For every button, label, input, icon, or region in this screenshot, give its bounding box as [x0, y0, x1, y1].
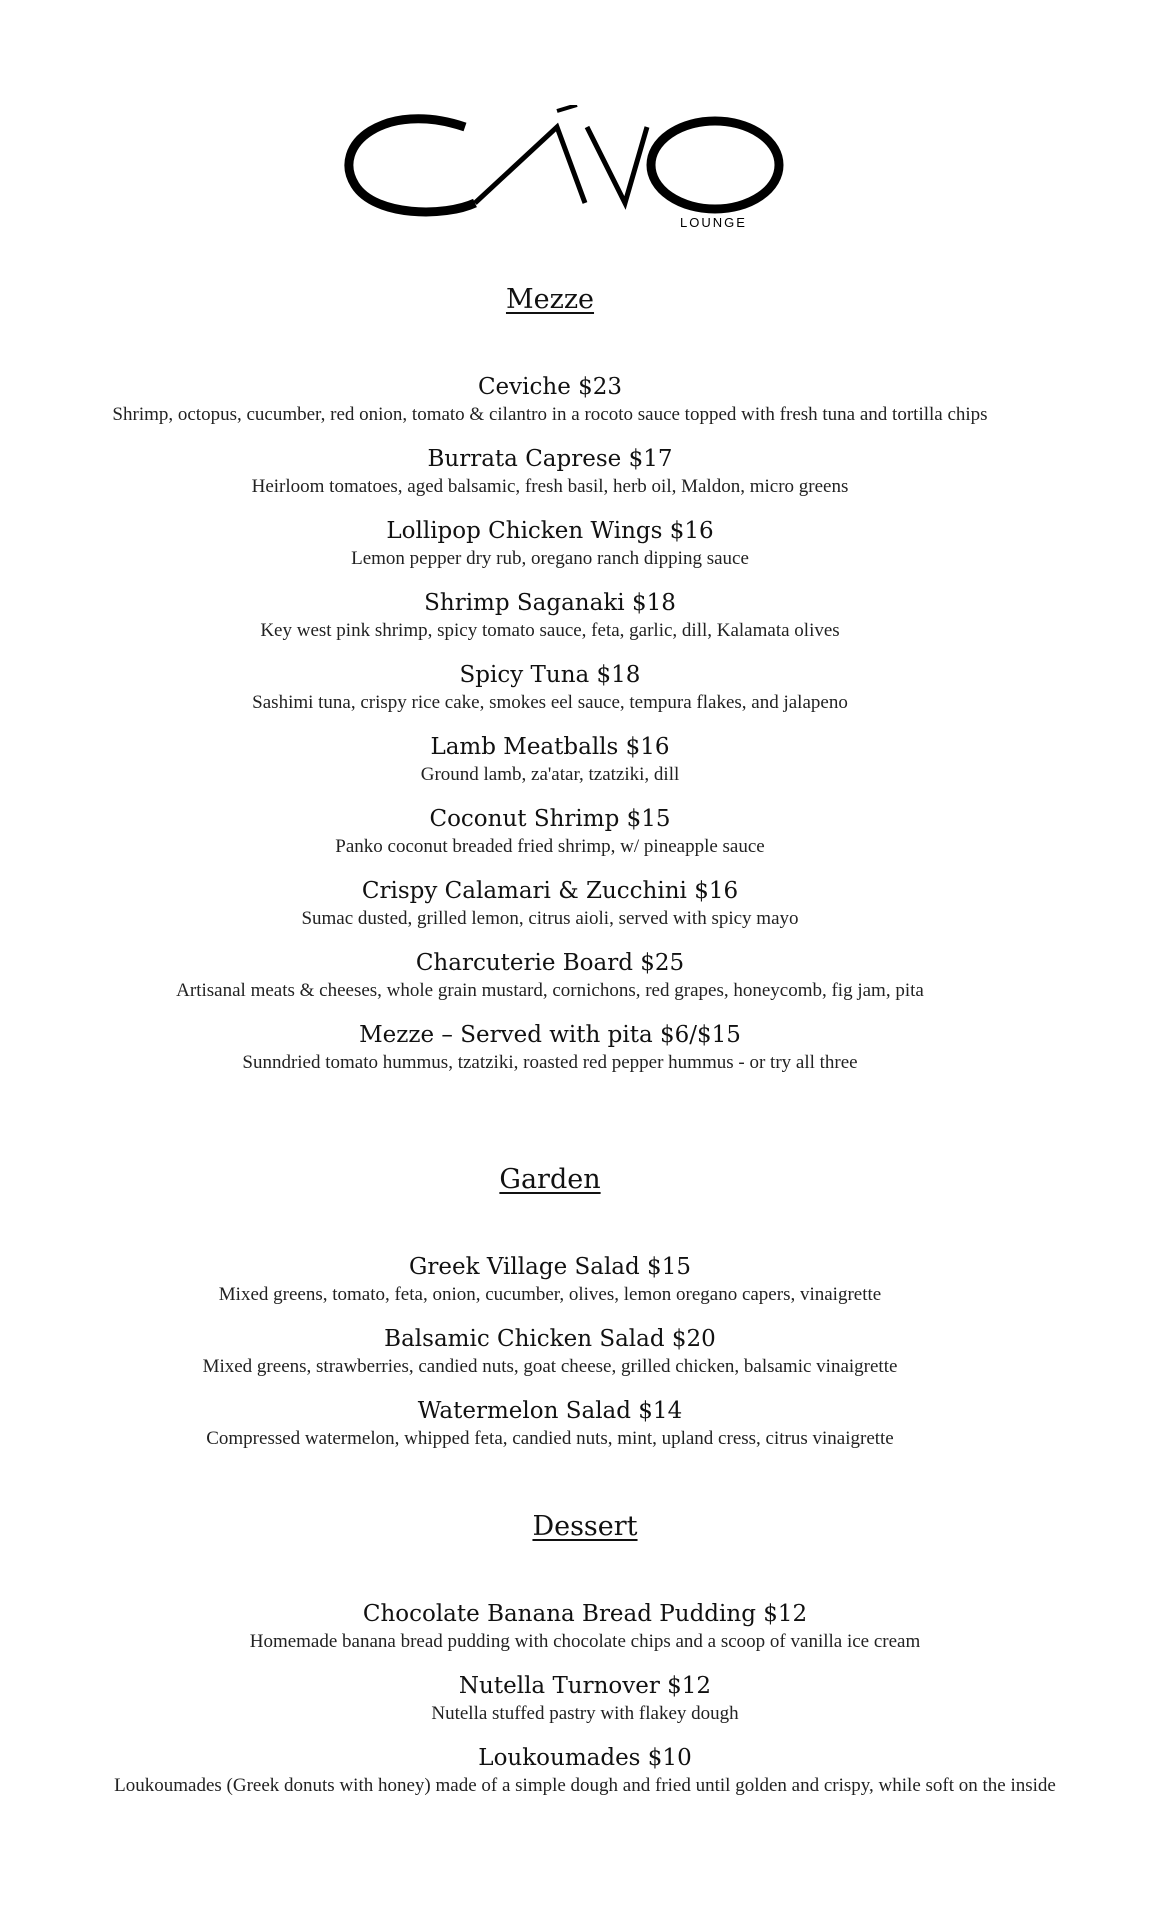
menu-item	[35, 1599, 1135, 1655]
item-description: Sunndried tomato hummus, tzatziki, roasted red pepper hummus - or try all three	[242, 1052, 858, 1073]
section-title: Dessert	[532, 1511, 638, 1542]
item-name: Charcuterie Board $25	[415, 950, 685, 976]
section-garden	[0, 1163, 1100, 1468]
item-name: Balsamic Chicken Salad $20	[384, 1326, 716, 1352]
item-name: Lollipop Chicken Wings $16	[386, 518, 714, 544]
item-description: Mixed greens, tomato, feta, onion, cucumber, olives, lemon oregano capers, vinaigrette	[218, 1284, 882, 1305]
item-description: Shrimp, octopus, cucumber, red onion, tomato & cilantro in a rocoto sauce topped with fresh tuna and tortilla chips	[112, 404, 988, 425]
menu-item	[0, 372, 1100, 428]
menu-item	[0, 516, 1100, 572]
item-name: Ceviche $23	[477, 374, 623, 400]
item-description: Sashimi tuna, crispy rice cake, smokes eel sauce, tempura flakes, and jalapeno	[252, 692, 848, 713]
item-name: Crispy Calamari & Zucchini $16	[361, 878, 739, 904]
item-description: Mixed greens, strawberries, candied nuts, goat cheese, grilled chicken, balsamic vinaigrette	[202, 1356, 898, 1377]
item-description: Nutella stuffed pastry with flakey dough	[431, 1703, 739, 1724]
item-name: Lamb Meatballs $16	[430, 734, 670, 760]
item-name: Greek Village Salad $15	[409, 1254, 691, 1280]
menu-item	[35, 1743, 1135, 1799]
item-description: Compressed watermelon, whipped feta, candied nuts, mint, upland cress, citrus vinaigrette	[206, 1428, 894, 1449]
item-name: Spicy Tuna $18	[459, 662, 641, 688]
item-description: Sumac dusted, grilled lemon, citrus aioli, served with spicy mayo	[301, 908, 799, 929]
menu-item	[0, 588, 1100, 644]
item-description: Artisanal meats & cheeses, whole grain mustard, cornichons, red grapes, honeycomb, fig jam, pita	[176, 980, 924, 1001]
item-name: Watermelon Salad $14	[417, 1398, 683, 1424]
section-title: Mezze	[505, 284, 595, 315]
menu-item	[0, 804, 1100, 860]
item-description: Panko coconut breaded fried shrimp, w/ pineapple sauce	[335, 836, 765, 857]
item-description: Lemon pepper dry rub, oregano ranch dipping sauce	[351, 548, 749, 569]
item-name: Mezze – Served with pita $6/$15	[359, 1022, 741, 1048]
menu-item	[0, 876, 1100, 932]
item-name: Loukoumades $10	[478, 1745, 692, 1771]
item-description: Heirloom tomatoes, aged balsamic, fresh basil, herb oil, Maldon, micro greens	[251, 476, 849, 497]
item-description: Key west pink shrimp, spicy tomato sauce, feta, garlic, dill, Kalamata olives	[260, 620, 840, 641]
menu-item	[0, 660, 1100, 716]
item-description: Homemade banana bread pudding with chocolate chips and a scoop of vanilla ice cream	[249, 1631, 921, 1652]
menu-item	[0, 444, 1100, 500]
item-name: Shrimp Saganaki $18	[424, 590, 676, 616]
menu-item	[0, 1324, 1100, 1380]
menu-item	[0, 732, 1100, 788]
cavo-lounge-logo	[325, 105, 785, 235]
item-name: Coconut Shrimp $15	[429, 806, 671, 832]
menu-item	[35, 1671, 1135, 1727]
logo-sub: LOUNGE	[680, 215, 747, 230]
item-name: Burrata Caprese $17	[427, 446, 673, 472]
item-description: Loukoumades (Greek donuts with honey) made of a simple dough and fried until golden and crispy, while soft on the inside	[114, 1775, 1056, 1796]
section-title: Garden	[499, 1164, 601, 1195]
section-mezze	[0, 283, 1100, 1092]
menu-item	[0, 1020, 1100, 1076]
menu-item	[0, 1396, 1100, 1452]
menu-item	[0, 1252, 1100, 1308]
item-description: Ground lamb, za'atar, tzatziki, dill	[420, 764, 680, 785]
item-name: Nutella Turnover $12	[458, 1673, 712, 1699]
section-dessert	[35, 1510, 1135, 1815]
menu-item	[0, 948, 1100, 1004]
item-name: Chocolate Banana Bread Pudding $12	[362, 1601, 808, 1627]
